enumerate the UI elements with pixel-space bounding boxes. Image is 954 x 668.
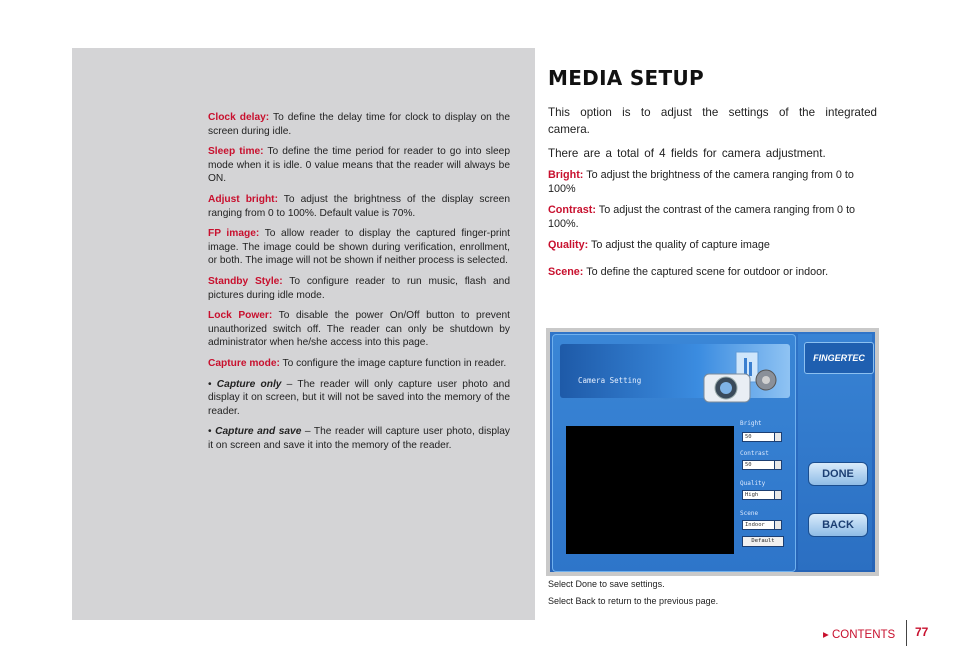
device-screen [550,332,875,572]
default-button[interactable]: Default [742,536,784,547]
contrast-label: Contrast [740,450,769,457]
bullet-capture-only: • Capture only – The reader will only capture user photo and display it on screen, but it will not be saved into the memory of the reader. [208,378,511,417]
caption-done: Select Done to save settings. [548,579,665,589]
camera-setting-screenshot [546,328,879,576]
intro-paragraph: This option is to adjust the settings of the integrated camera. [548,106,877,136]
page-title: MEDIA SETUP [548,66,704,90]
contrast-field[interactable]: 50 [742,460,776,470]
field-bright: Bright: To adjust the brightness of the camera ranging from 0 to 100% [548,169,854,195]
quality-dropdown-arrow[interactable] [774,490,782,500]
scene-field[interactable]: Indoor [742,520,776,530]
bright-label: Bright [740,420,762,427]
done-button[interactable]: DONE [808,462,868,486]
contrast-dropdown-arrow[interactable] [774,460,782,470]
bright-dropdown-arrow[interactable] [774,432,782,442]
left-text-column [208,111,510,459]
definition-capture-mode: Capture mode: To configure the image capture function in reader. [208,357,507,369]
definition-standby-style: Standby Style: To configure reader to run music, flash and pictures during idle mode. [208,275,510,301]
camera-setting-title: Camera Setting [578,376,642,385]
contents-link[interactable]: ▸ CONTENTS [823,629,896,641]
footer-divider [906,620,907,646]
field-quality: Quality: To adjust the quality of capture image [548,239,770,252]
camera-icon [700,348,780,406]
fingertec-logo: FINGERTEC [804,342,874,374]
definition-fp-image: FP image: To allow reader to display the captured finger-print image. The image could be shown during verification, enrollment, or both. The image will not be shown if neither process is selected. [208,228,511,267]
definition-sleep-time: Sleep time: To define the time period for reader to go into sleep mode when it is idle. 0 value means that the reader will always be ON. [208,146,510,185]
back-button[interactable]: BACK [808,513,868,537]
definition-clock-delay: Clock delay: To define the delay time for clock to display on the screen during idle. [208,112,510,137]
quality-label: Quality [740,480,766,487]
camera-preview [566,426,734,554]
definition-lock-power: Lock Power: To disable the power On/Off button to prevent unauthorized switch off. The reader can only be shutdown by administrator when he/she access into this page. [208,310,511,349]
field-scene: Scene: To define the captured scene for outdoor or indoor. [548,265,829,278]
bright-field[interactable]: 50 [742,432,776,442]
page-number: 77 [915,625,929,639]
scene-dropdown-arrow[interactable] [774,520,782,530]
field-contrast: Contrast: To adjust the contrast of the camera ranging from 0 to 100%. [548,204,856,230]
definition-adjust-bright: Adjust bright: To adjust the brightness of the display screen ranging from 0 to 100%. Default value is 70%. [208,193,510,219]
bullet-capture-and-save: • Capture and save – The reader will capture user photo, display it on screen and save it into the memory of the reader. [208,426,511,451]
right-text-column [548,66,877,288]
fields-count-paragraph: There are a total of 4 fields for camera adjustment. [548,147,826,160]
quality-field[interactable]: High [742,490,776,500]
scene-label: Scene [740,510,759,517]
caption-back: Select Back to return to the previous page. [548,596,719,606]
